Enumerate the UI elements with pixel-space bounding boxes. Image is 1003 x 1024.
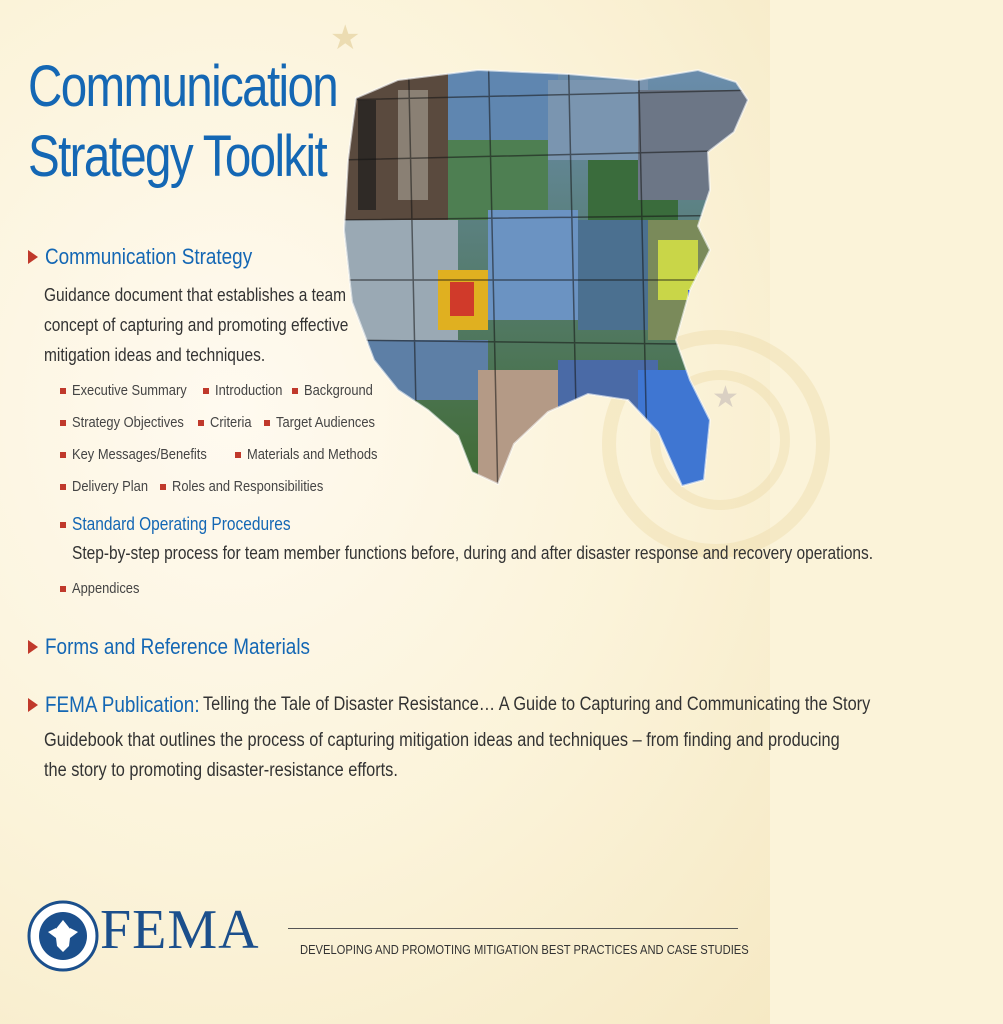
star-icon: ★ xyxy=(712,380,739,415)
section-heading: Forms and Reference Materials xyxy=(45,634,310,659)
list-item: Roles and Responsibilities xyxy=(160,478,348,495)
section-publication xyxy=(28,692,979,718)
square-bullet-icon xyxy=(60,420,66,426)
section-heading: FEMA Publication: xyxy=(45,692,200,717)
list-item: Target Audiences xyxy=(264,414,391,431)
section-heading: Communication Strategy xyxy=(45,244,253,269)
publication-description: Guidebook that outlines the process of capturing mitigation ideas and techniques – from finding and producing the story to promoting disaster-resistance efforts. xyxy=(44,730,840,781)
fema-logo: FEMA xyxy=(100,899,260,961)
dhs-seal-icon xyxy=(26,876,100,996)
bullet-row xyxy=(60,446,399,463)
square-bullet-icon xyxy=(60,388,66,394)
page-title: Communication Strategy Toolkit xyxy=(28,54,338,189)
list-item: Executive Summary xyxy=(60,382,205,399)
square-bullet-icon xyxy=(292,388,298,394)
list-item: Key Messages/Benefits xyxy=(60,446,229,463)
square-bullet-icon xyxy=(60,586,66,592)
triangle-bullet-icon xyxy=(28,698,38,712)
square-bullet-icon xyxy=(235,452,241,458)
us-map-collage xyxy=(338,40,758,500)
bullet-row xyxy=(60,414,391,431)
bullet-row xyxy=(60,478,348,495)
list-item: Background xyxy=(292,382,384,399)
triangle-bullet-icon xyxy=(28,250,38,264)
list-item: Strategy Objectives xyxy=(60,414,202,431)
square-bullet-icon xyxy=(60,484,66,490)
list-item: Materials and Methods xyxy=(235,446,399,463)
sop-description: Step-by-step process for team member functions before, during and after disaster response and recovery operations. xyxy=(72,543,874,563)
square-bullet-icon xyxy=(198,420,204,426)
square-bullet-icon xyxy=(264,420,270,426)
square-bullet-icon xyxy=(60,452,66,458)
footer-tagline: DEVELOPING AND PROMOTING MITIGATION BEST PRACTICES AND CASE STUDIES xyxy=(300,942,749,957)
square-bullet-icon xyxy=(60,522,66,528)
bullet-row xyxy=(60,382,384,399)
publication-title: Telling the Tale of Disaster Resistance… A Guide to Capturing and Communicating the Story xyxy=(202,694,871,715)
triangle-bullet-icon xyxy=(28,640,38,654)
star-icon: ★ xyxy=(330,18,361,58)
section-communication-strategy xyxy=(28,244,286,270)
list-item: Appendices xyxy=(60,580,150,597)
list-item: Delivery Plan xyxy=(60,478,160,495)
square-bullet-icon xyxy=(160,484,166,490)
bullet-row xyxy=(60,580,150,597)
list-item: Introduction xyxy=(203,382,293,399)
footer-divider xyxy=(288,928,738,929)
list-item: Criteria xyxy=(198,414,258,431)
sop-heading: Standard Operating Procedures xyxy=(60,514,326,535)
section-description: Guidance document that establishes a team concept of capturing and promoting effective mitigation ideas and techniques. xyxy=(44,285,349,365)
section-forms xyxy=(28,634,353,660)
square-bullet-icon xyxy=(203,388,209,394)
